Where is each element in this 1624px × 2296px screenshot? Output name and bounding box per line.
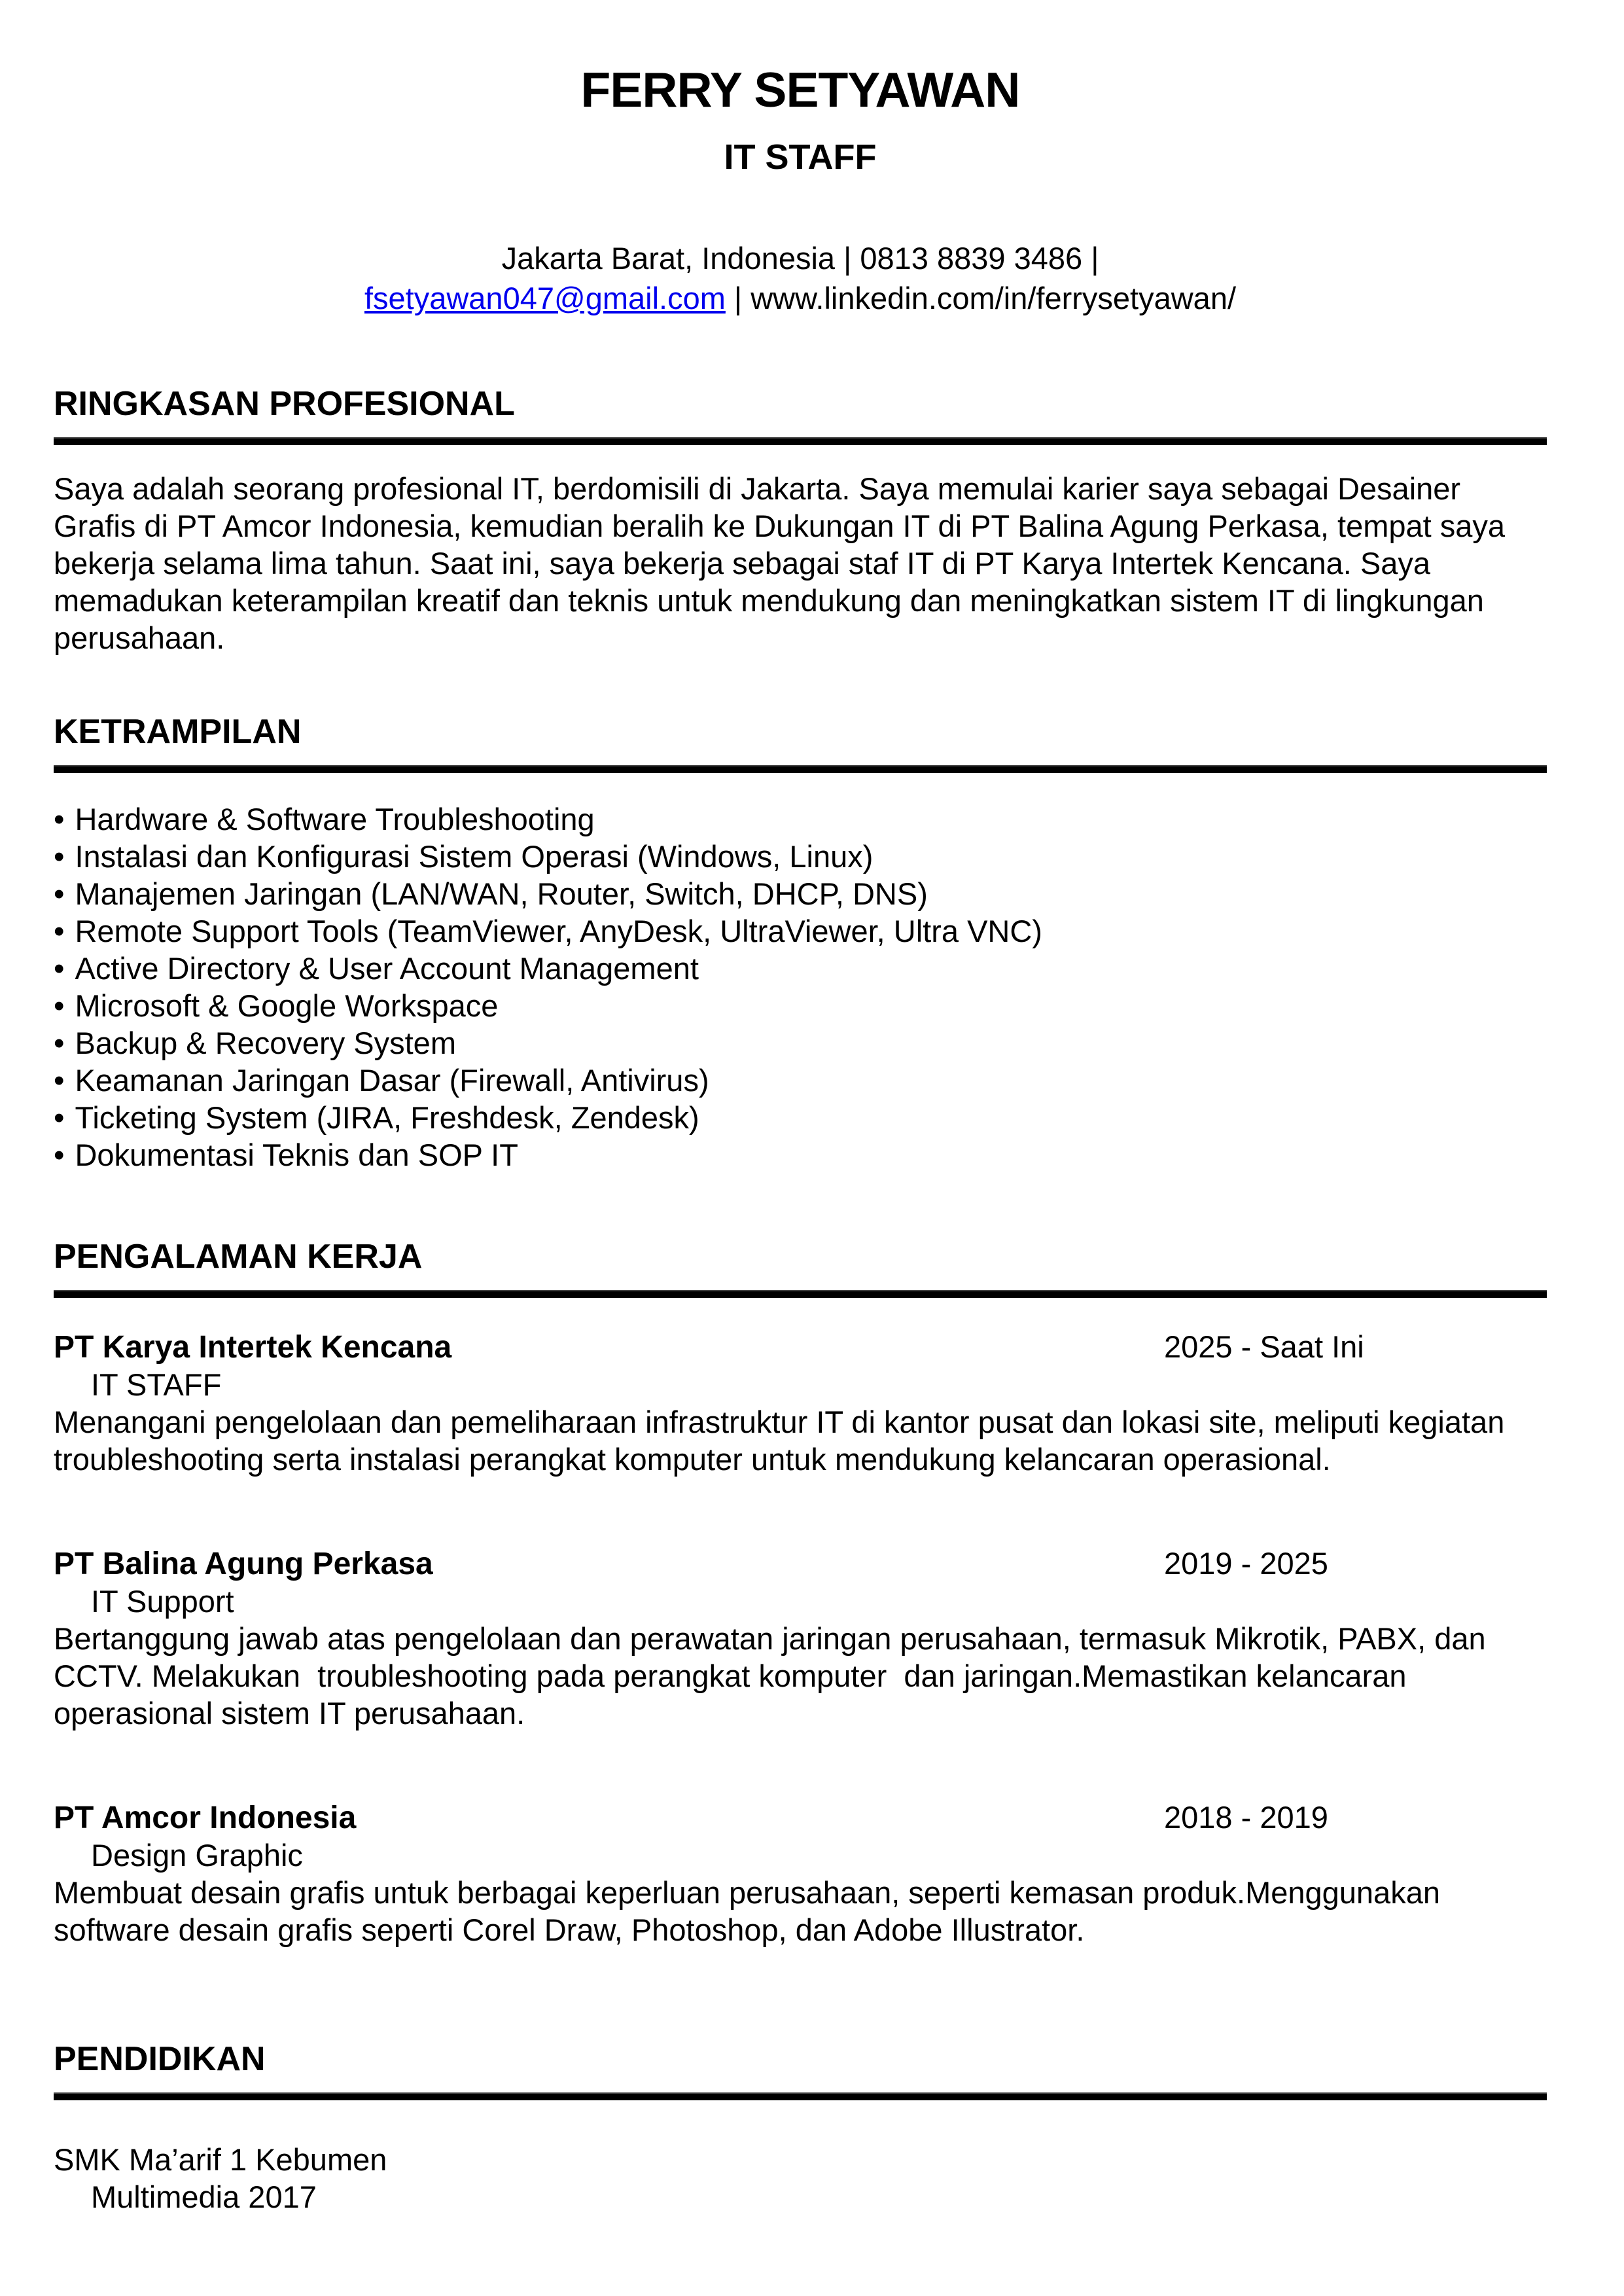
job-description: Bertanggung jawab atas pengelolaan dan perawatan jaringan perusahaan, termasuk Mikrotik, PABX, dan CCTV. Melakukan troubleshooting pada perangkat komputer dan jaringan.Memastikan kelancaran operasional sistem IT perusahaan. [54, 1621, 1494, 1731]
list-item [54, 1136, 1547, 1174]
skills-list [54, 800, 1547, 1174]
linkedin-url: www.linkedin.com/in/ferrysetyawan/ [750, 281, 1237, 315]
list-item [54, 838, 1547, 875]
skill-label: Instalasi dan Konfigurasi Sistem Operasi (Windows, Linux) [75, 839, 874, 874]
skill-label: Hardware & Software Troubleshooting [75, 802, 595, 836]
education-school: SMK Ma’arif 1 Kebumen [54, 2142, 387, 2177]
skill-label: Ticketing System (JIRA, Freshdesk, Zendesk) [75, 1100, 699, 1135]
skill-label: Active Directory & User Account Management [75, 951, 699, 986]
job-company: PT Amcor Indonesia [54, 1801, 357, 1835]
job-entry [54, 1545, 1547, 1732]
job-period: 2025 - Saat Ini [1164, 1329, 1364, 1364]
skill-label: Manajemen Jaringan (LAN/WAN, Router, Switch, DHCP, DNS) [75, 876, 928, 911]
summary-text: Saya adalah seorang profesional IT, berdomisili di Jakarta. Saya memulai karier saya sebagai Desainer Grafis di PT Amcor Indonesia, kemudian beralih ke Dukungan IT di PT Balina Agung Perkasa, tempat saya bekerja selama lima tahun. Saat ini, saya bekerja sebagai staf IT di PT Karya Intertek Kencana. Saya memadukan keterampilan kreatif dan teknis untuk mendukung dan meningkatkan sistem IT di lingkungan perusahaan. [54, 471, 1514, 655]
resume-header [54, 60, 1547, 318]
job-entry [54, 1799, 1547, 1948]
job-header [54, 1545, 1547, 1583]
list-item [54, 1062, 1547, 1099]
bullet-icon: • [54, 1100, 65, 1135]
skill-label: Keamanan Jaringan Dasar (Firewall, Antivirus) [75, 1063, 709, 1098]
section-experience [54, 1236, 1547, 1948]
education-entry [54, 2141, 1547, 2215]
job-role: Design Graphic [91, 1838, 303, 1873]
list-item [54, 800, 1547, 838]
job-company: PT Karya Intertek Kencana [54, 1330, 452, 1365]
skill-label: Remote Support Tools (TeamViewer, AnyDesk, UltraViewer, Ultra VNC) [75, 914, 1042, 948]
list-item [54, 987, 1547, 1024]
jobs-list [54, 1328, 1547, 1948]
skill-label: Dokumentasi Teknis dan SOP IT [75, 1138, 518, 1172]
job-role: IT Support [91, 1584, 234, 1619]
job-description: Menangani pengelolaan dan pemeliharaan infrastruktur IT di kantor pusat dan lokasi site, meliputi kegiatan troubleshooting serta instalasi perangkat komputer untuk mendukung kelancaran operasional. [54, 1405, 1513, 1477]
skill-label: Backup & Recovery System [75, 1026, 456, 1060]
list-item [54, 1024, 1547, 1062]
contact-block [54, 238, 1547, 318]
job-period: 2019 - 2025 [1164, 1546, 1328, 1581]
section-divider [54, 2092, 1547, 2100]
job-entry [54, 1328, 1547, 1478]
bullet-icon: • [54, 1063, 65, 1098]
section-education [54, 2039, 1547, 2215]
job-description: Membuat desain grafis untuk berbagai keperluan perusahaan, seperti kemasan produk.Menggunakan software desain grafis seperti Corel Draw, Photoshop, dan Adobe Illustrator. [54, 1875, 1449, 1947]
section-divider [54, 1290, 1547, 1298]
job-header [54, 1799, 1547, 1837]
list-item [54, 912, 1547, 950]
section-summary [54, 384, 1547, 656]
section-skills [54, 711, 1547, 1174]
section-divider [54, 765, 1547, 773]
education-heading: PENDIDIKAN [54, 2040, 266, 2078]
bullet-icon: • [54, 876, 65, 911]
contact-separator: | [725, 281, 751, 315]
candidate-name: FERRY SETYAWAN [580, 62, 1020, 117]
experience-heading: PENGALAMAN KERJA [54, 1238, 423, 1276]
bullet-icon: • [54, 802, 65, 836]
list-item [54, 950, 1547, 987]
skills-heading: KETRAMPILAN [54, 713, 302, 751]
bullet-icon: • [54, 1138, 65, 1172]
bullet-icon: • [54, 839, 65, 874]
skill-label: Microsoft & Google Workspace [75, 988, 499, 1023]
job-role: IT STAFF [91, 1367, 222, 1402]
bullet-icon: • [54, 914, 65, 948]
job-period: 2018 - 2019 [1164, 1800, 1328, 1835]
education-detail: Multimedia 2017 [91, 2179, 317, 2214]
email-link[interactable]: fsetyawan047@gmail.com [364, 281, 726, 315]
summary-heading: RINGKASAN PROFESIONAL [54, 385, 515, 423]
bullet-icon: • [54, 988, 65, 1023]
bullet-icon: • [54, 951, 65, 986]
list-item [54, 1099, 1547, 1136]
candidate-title: IT STAFF [724, 137, 877, 177]
contact-links [54, 278, 1547, 318]
list-item [54, 875, 1547, 912]
contact-location-phone: Jakarta Barat, Indonesia | 0813 8839 3486 | [501, 241, 1099, 276]
section-divider [54, 437, 1547, 445]
job-header [54, 1328, 1547, 1366]
job-company: PT Balina Agung Perkasa [54, 1547, 433, 1581]
bullet-icon: • [54, 1026, 65, 1060]
